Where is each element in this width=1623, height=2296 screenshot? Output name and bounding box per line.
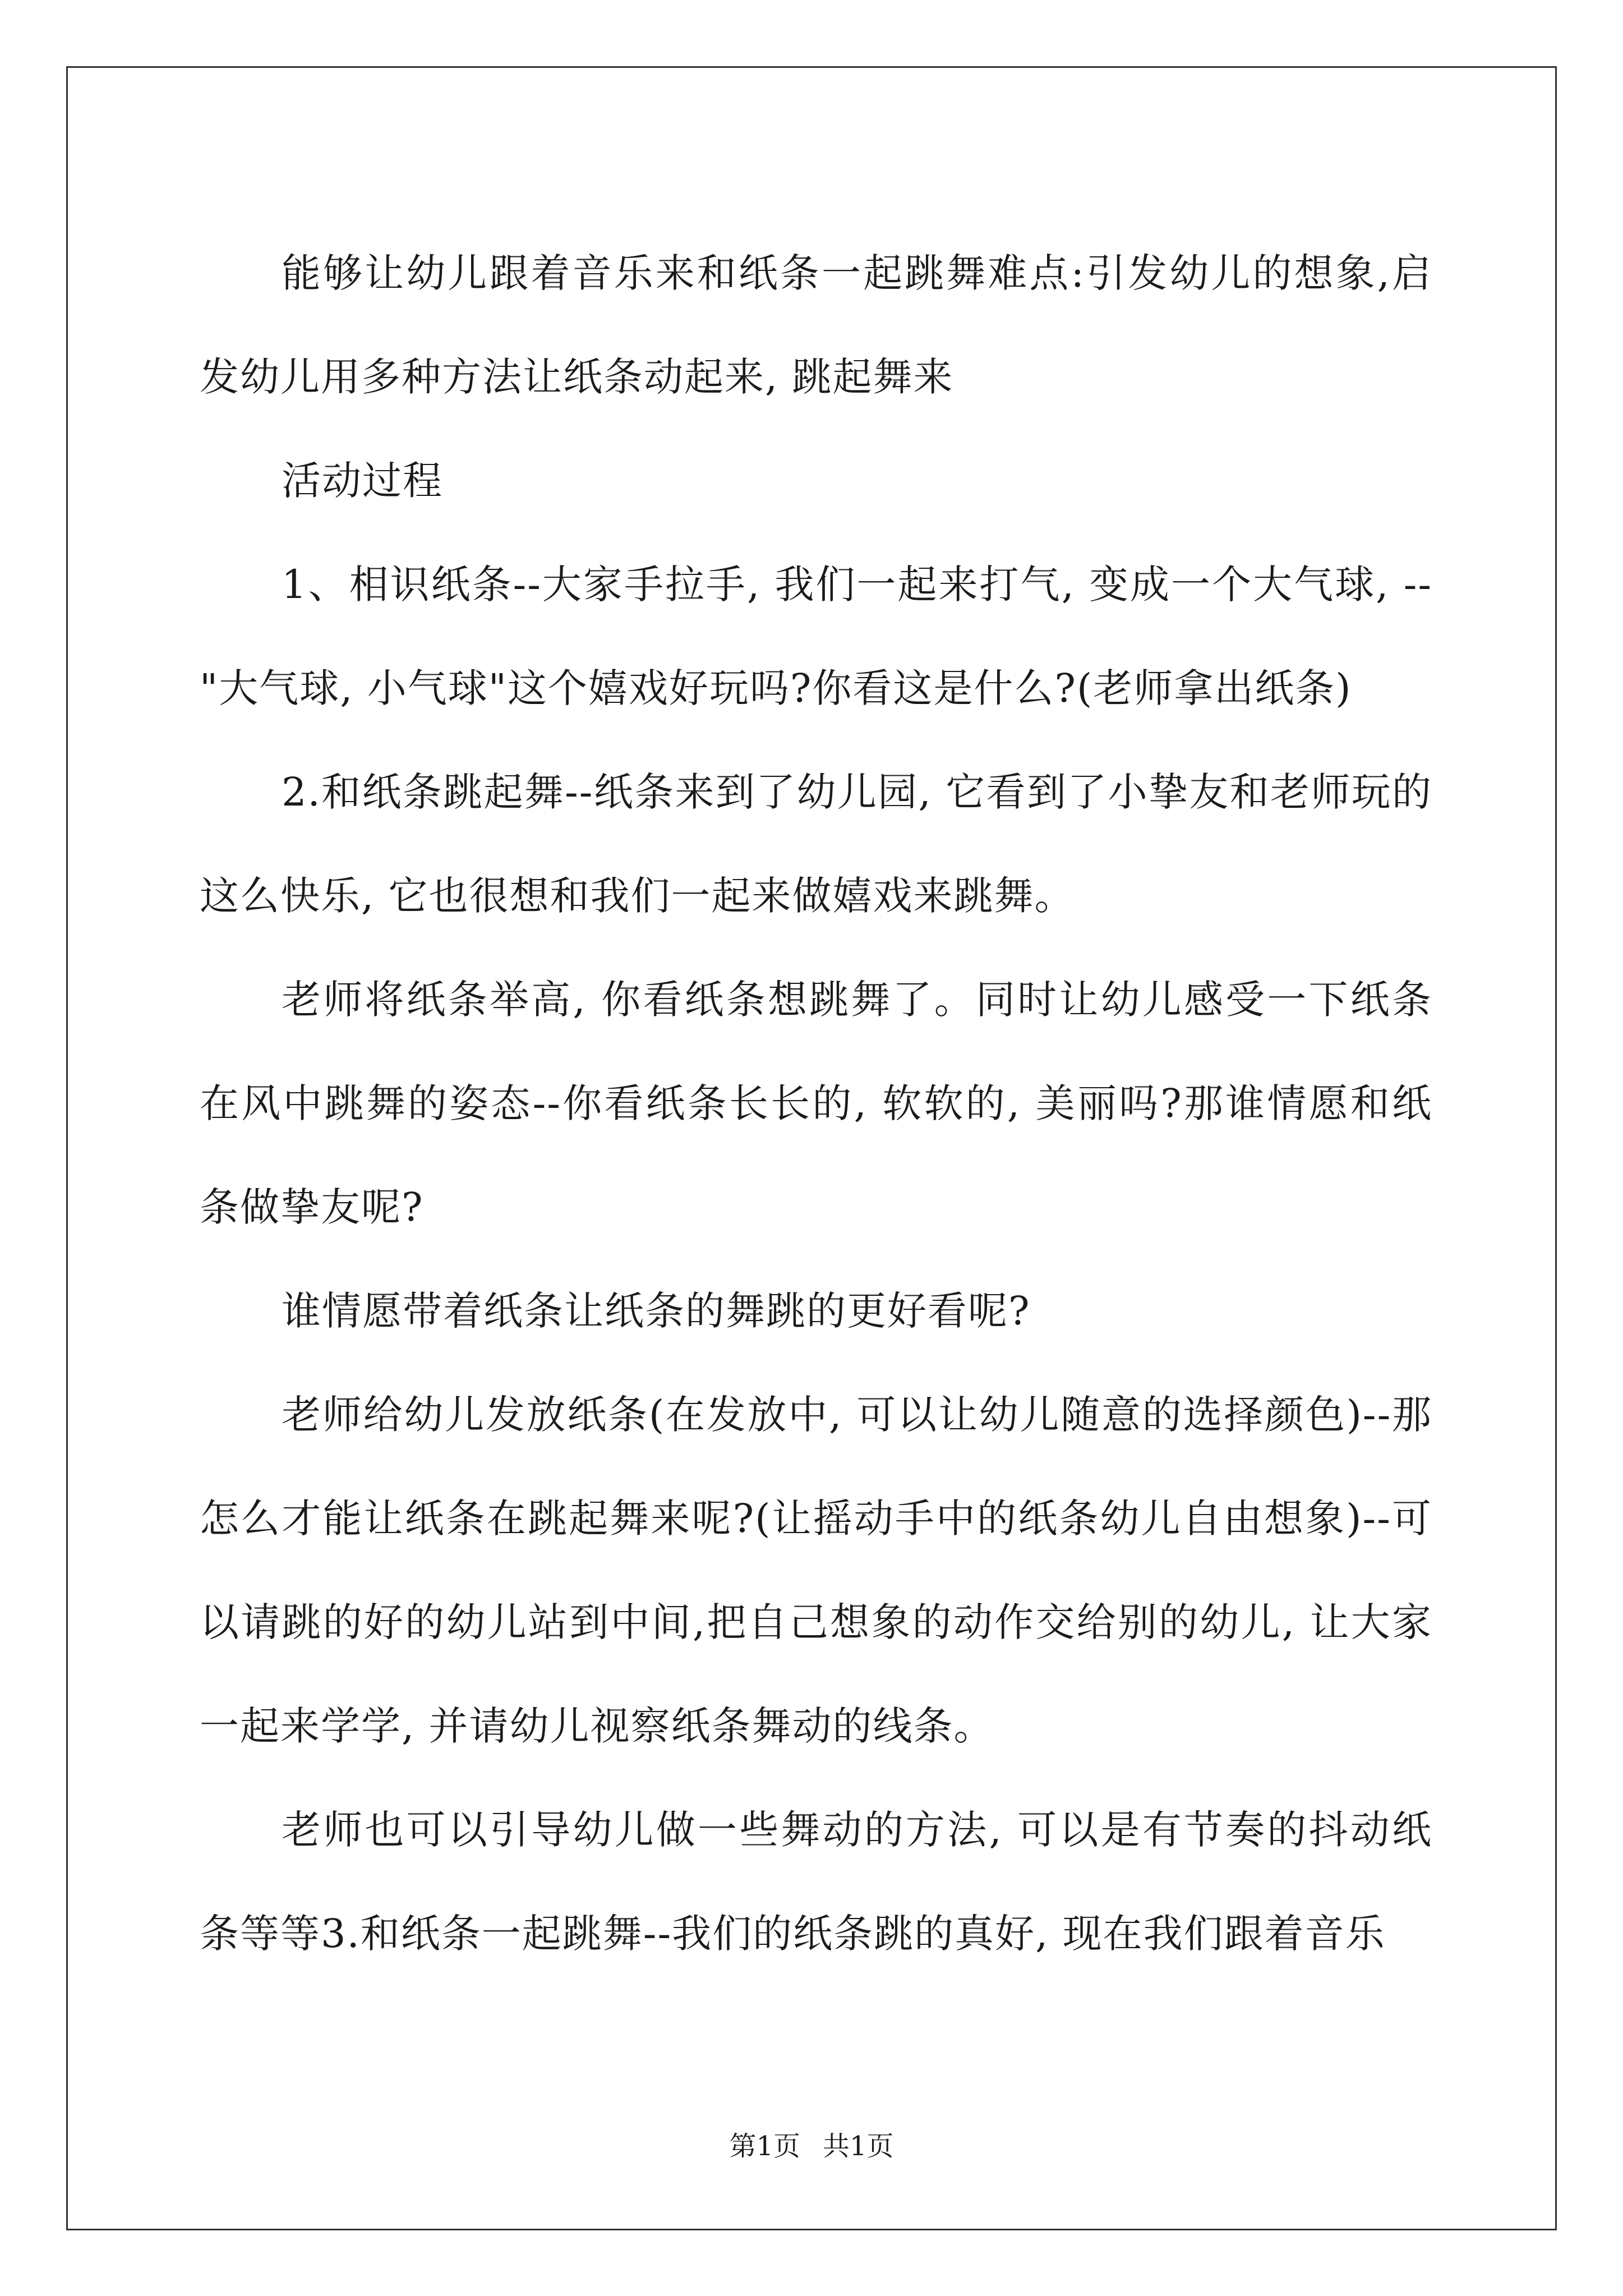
paragraph-difficulty: 能够让幼儿跟着音乐来和纸条一起跳舞难点:引发幼儿的想象,启发幼儿用多种方法让纸条动起来, 跳起舞来	[200, 250, 1432, 400]
paragraph-who-willing: 谁情愿带着纸条让纸条的舞跳的更好看呢?	[282, 1288, 1031, 1334]
page-number: 第1页	[729, 2131, 800, 2162]
document-body	[200, 222, 1432, 1986]
page-footer	[0, 2129, 1623, 2163]
paragraph-process-heading: 活动过程	[282, 458, 443, 504]
paragraph-distribute: 老师给幼儿发放纸条(在发放中, 可以让幼儿随意的选择颜色)--那怎么才能让纸条在跳起舞来呢?(让摇动手中的纸条幼儿自由想象)--可以请跳的好的幼儿站到中间,把自己想象的动作交给别的幼儿, 让大家一起来学学, 并请幼儿视察纸条舞动的线条。	[200, 1392, 1432, 1749]
paragraph-step-1: 1、相识纸条--大家手拉手, 我们一起来打气, 变成一个大气球, --"大气球, 小气球"这个嬉戏好玩吗?你看这是什么?(老师拿出纸条)	[200, 562, 1432, 711]
paragraph-raise-paper: 老师将纸条举高, 你看纸条想跳舞了。同时让幼儿感受一下纸条在风中跳舞的姿态--你看纸条长长的, 软软的, 美丽吗?那谁情愿和纸条做挚友呢?	[200, 977, 1432, 1230]
paragraph-step-2: 2.和纸条跳起舞--纸条来到了幼儿园, 它看到了小挚友和老师玩的这么快乐, 它也很想和我们一起来做嬉戏来跳舞。	[200, 769, 1432, 919]
paragraph-guide-dance: 老师也可以引导幼儿做一些舞动的方法, 可以是有节奏的抖动纸条等等3.和纸条一起跳舞--我们的纸条跳的真好, 现在我们跟着音乐	[200, 1807, 1432, 1957]
page-total: 共1页	[823, 2131, 894, 2162]
